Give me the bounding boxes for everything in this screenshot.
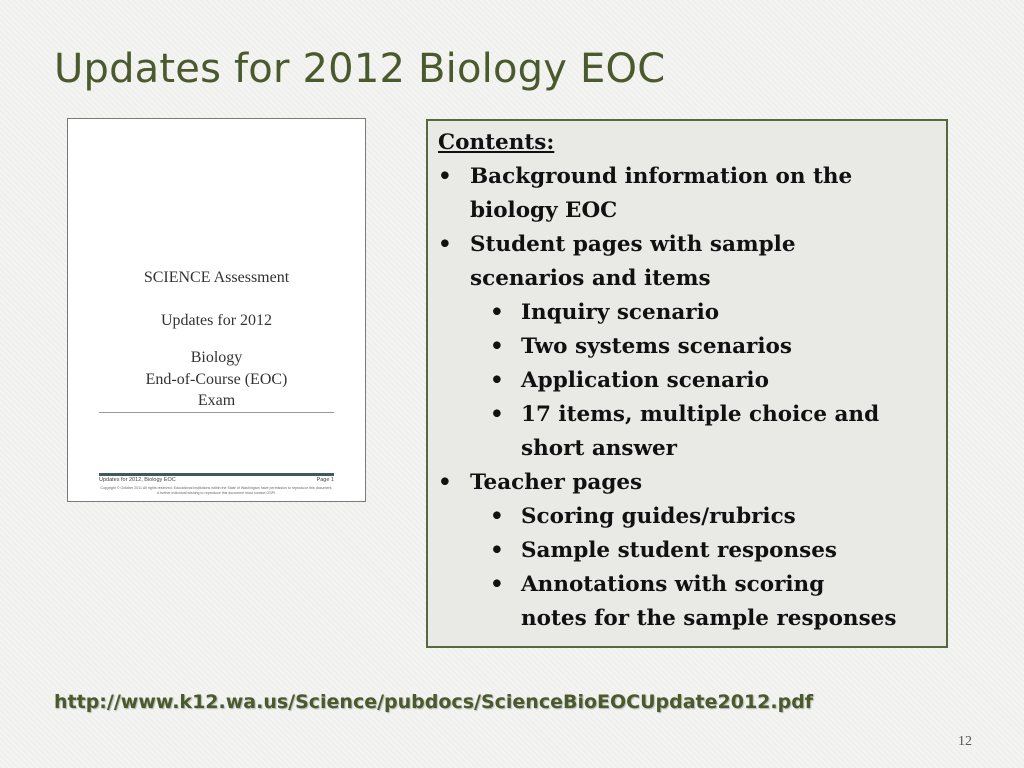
contents-subitem-two-systems: Two systems scenarios [521, 334, 792, 359]
contents-subitem-application: Application scenario [521, 368, 769, 393]
contents-subitem-17-items-cont: short answer [521, 436, 678, 461]
bullet: • [490, 300, 504, 325]
thumb-line-biology: Biology [190, 349, 243, 366]
thumb-line-updates: Updates for 2012 [160, 312, 273, 329]
bullet: • [490, 402, 504, 427]
contents-subitem-sample-responses: Sample student responses [521, 538, 838, 563]
bullet: • [490, 334, 504, 359]
page-number: 12 [958, 734, 972, 749]
bullet: • [438, 232, 452, 257]
bullet: • [438, 164, 452, 189]
thumb-line-eoc: End-of-Course (EOC) [145, 371, 288, 388]
bullet: • [490, 538, 504, 563]
document-thumbnail [67, 118, 366, 502]
thumb-line-science-assessment: SCIENCE Assessment [143, 269, 290, 286]
bullet: • [490, 572, 504, 597]
bullet: • [490, 504, 504, 529]
contents-subitem-17-items: 17 items, multiple choice and [521, 402, 880, 427]
thumb-copyright: Copyright © October 2011 All rights reserved. Educational institutions within the State of Washington have permission to reproduce this document. A further individual wishing to reproduce this document must contact OSPI. [100, 486, 333, 495]
thumb-footer-left: Updates for 2012, Biology EOC [99, 477, 176, 483]
contents-item-student-pages-cont: scenarios and items [470, 266, 711, 291]
contents-subitem-annotations-cont: notes for the sample responses [521, 606, 897, 631]
contents-box [426, 119, 948, 648]
contents-item-background: Background information on the [470, 164, 853, 189]
contents-item-teacher-pages: Teacher pages [470, 470, 643, 495]
thumb-footer-rule [99, 473, 334, 476]
thumb-footer-right: Page 1 [316, 477, 334, 483]
contents-item-student-pages: Student pages with sample [470, 232, 796, 257]
document-link[interactable]: http://www.k12.wa.us/Science/pubdocs/ScienceBioEOCUpdate2012.pdf [54, 691, 814, 713]
thumb-line-exam: Exam [197, 392, 236, 409]
slide-title: Updates for 2012 Biology EOC [54, 46, 666, 92]
contents-subitem-scoring-guides: Scoring guides/rubrics [521, 504, 796, 529]
contents-header: Contents: [438, 130, 555, 155]
contents-subitem-inquiry: Inquiry scenario [521, 300, 720, 325]
bullet: • [438, 470, 452, 495]
thumb-divider [99, 412, 334, 413]
bullet: • [490, 368, 504, 393]
contents-subitem-annotations: Annotations with scoring [521, 572, 825, 597]
contents-item-background-cont: biology EOC [470, 198, 618, 223]
